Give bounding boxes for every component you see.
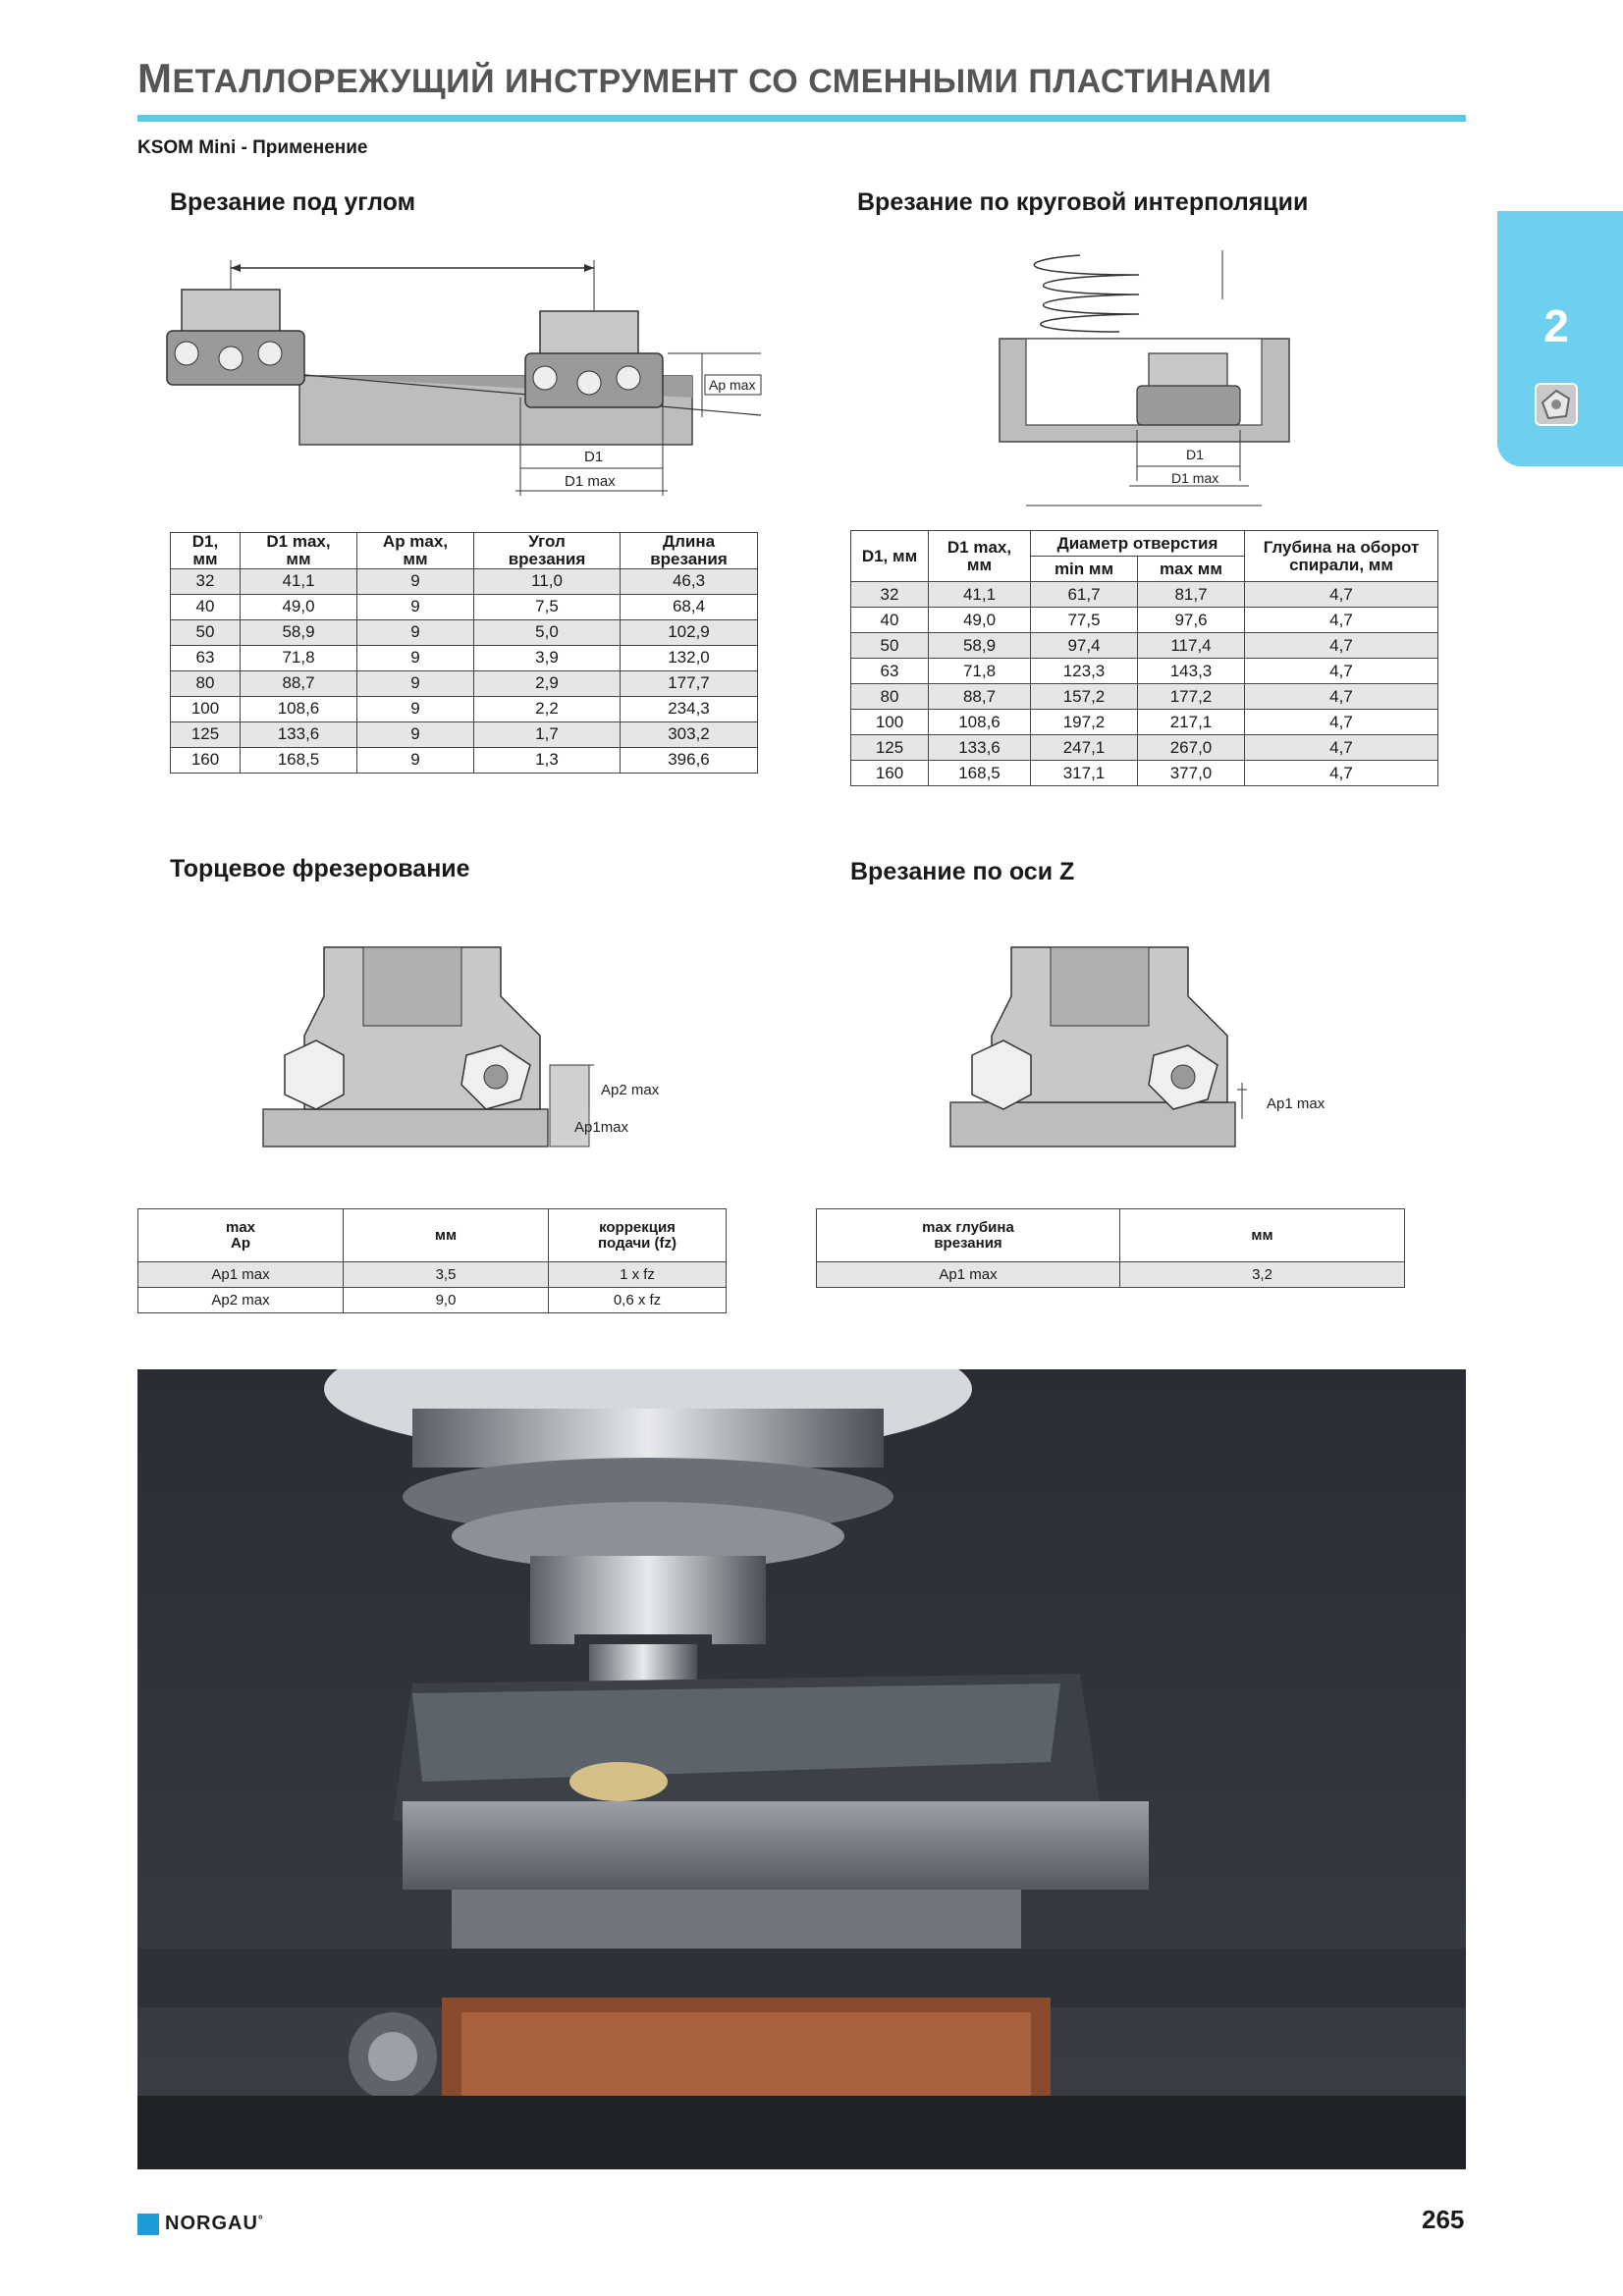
ap-max-label: Ap max	[709, 377, 756, 393]
table-cell: 117,4	[1138, 633, 1245, 659]
table-cell: 9	[357, 696, 474, 721]
table-cell: 40	[171, 594, 241, 619]
table-row	[138, 1288, 727, 1313]
table-cell: 234,3	[621, 696, 758, 721]
table-row	[851, 633, 1438, 659]
helical-col-hole: Диаметр отверстия	[1031, 531, 1245, 557]
helical-col-d1max: D1 max, мм	[929, 531, 1031, 582]
table-cell: 9	[357, 670, 474, 696]
table-cell: 50	[851, 633, 929, 659]
table-cell: 9	[357, 645, 474, 670]
table-cell: 177,7	[621, 670, 758, 696]
chapter-number: 2	[1543, 300, 1569, 351]
ramping-col-apmax: Ap max, мм	[357, 533, 474, 569]
table-cell: 100	[851, 710, 929, 735]
table-cell: 80	[171, 670, 241, 696]
table-cell: 49,0	[241, 594, 357, 619]
table-cell: 377,0	[1138, 761, 1245, 786]
table-cell: 4,7	[1245, 608, 1438, 633]
page-title: МЕТАЛЛОРЕЖУЩИЙ ИНСТРУМЕНТ СО СМЕННЫМИ ПЛАСТИНАМИ	[137, 55, 1272, 101]
helical-d1-label: D1	[1186, 447, 1204, 462]
table-cell: 11,0	[474, 568, 621, 594]
d1-label: D1	[584, 449, 604, 465]
table-cell: 71,8	[241, 645, 357, 670]
face-milling-title: Торцевое фрезерование	[170, 855, 470, 882]
table-cell: 125	[851, 735, 929, 761]
plunge-ap1-label: Ap1 max	[1267, 1095, 1325, 1112]
table-cell: 108,6	[241, 696, 357, 721]
table-cell: 3,5	[344, 1262, 549, 1288]
table-cell: 108,6	[929, 710, 1031, 735]
helical-col-pitch: Глубина на оборот спирали, мм	[1245, 531, 1438, 582]
table-cell: Ap1 max	[817, 1262, 1120, 1288]
table-row	[171, 645, 758, 670]
table-cell: 41,1	[929, 582, 1031, 608]
insert-icon	[1535, 383, 1578, 426]
table-cell: 61,7	[1031, 582, 1138, 608]
table-cell: 5,0	[474, 619, 621, 645]
table-row	[171, 594, 758, 619]
face-col-mm: мм	[344, 1209, 549, 1262]
table-cell: 160	[171, 747, 241, 773]
table-cell: 132,0	[621, 645, 758, 670]
table-cell: 168,5	[929, 761, 1031, 786]
helical-table	[850, 530, 1438, 786]
page-subtitle: KSOM Mini - Применение	[137, 137, 368, 158]
plunge-col-mm: мм	[1120, 1209, 1405, 1262]
table-cell: 81,7	[1138, 582, 1245, 608]
table-row	[851, 710, 1438, 735]
ramping-table-body	[171, 568, 758, 773]
face-col-feed: коррекция подачи (fz)	[549, 1209, 727, 1262]
table-row	[851, 608, 1438, 633]
ramping-table	[170, 532, 758, 774]
table-cell: 4,7	[1245, 633, 1438, 659]
helical-table-body	[851, 582, 1438, 786]
machining-photo	[137, 1369, 1466, 2169]
table-row	[851, 582, 1438, 608]
table-cell: 88,7	[241, 670, 357, 696]
plunge-table-body	[817, 1262, 1405, 1288]
ap1-label: Ap1max	[574, 1119, 629, 1136]
table-cell: 303,2	[621, 721, 758, 747]
face-table-body	[138, 1262, 727, 1313]
table-cell: 9	[357, 594, 474, 619]
table-cell: 49,0	[929, 608, 1031, 633]
table-row	[171, 619, 758, 645]
table-cell: 9	[357, 568, 474, 594]
table-row	[817, 1262, 1405, 1288]
table-cell: 9,0	[344, 1288, 549, 1313]
ramping-title: Врезание под углом	[170, 188, 416, 216]
table-cell: 9	[357, 747, 474, 773]
ramping-diagram	[147, 250, 785, 506]
table-cell: 58,9	[241, 619, 357, 645]
helical-d1-max-label: D1 max	[1171, 470, 1219, 486]
table-cell: 123,3	[1031, 659, 1138, 684]
plunge-diagram	[943, 937, 1355, 1158]
table-cell: 4,7	[1245, 761, 1438, 786]
table-cell: 168,5	[241, 747, 357, 773]
helical-col-max: max мм	[1138, 557, 1245, 582]
table-cell: 2,2	[474, 696, 621, 721]
table-row	[851, 659, 1438, 684]
face-col-ap: max Ap	[138, 1209, 344, 1262]
ramping-col-length: Длина врезания	[621, 533, 758, 569]
table-cell: 58,9	[929, 633, 1031, 659]
table-cell: 9	[357, 619, 474, 645]
face-milling-table	[137, 1208, 727, 1313]
table-cell: 396,6	[621, 747, 758, 773]
table-cell: 50	[171, 619, 241, 645]
table-cell: 143,3	[1138, 659, 1245, 684]
table-cell: 125	[171, 721, 241, 747]
table-cell: 133,6	[929, 735, 1031, 761]
title-divider	[137, 115, 1466, 122]
table-cell: 68,4	[621, 594, 758, 619]
page-number: 265	[1422, 2205, 1465, 2234]
table-cell: 133,6	[241, 721, 357, 747]
table-cell: 157,2	[1031, 684, 1138, 710]
table-cell: 177,2	[1138, 684, 1245, 710]
table-cell: Ap1 max	[138, 1262, 344, 1288]
table-row	[851, 735, 1438, 761]
plunge-col-depth: max глубина врезания	[817, 1209, 1120, 1262]
table-cell: 41,1	[241, 568, 357, 594]
ramping-col-d1max: D1 max, мм	[241, 533, 357, 569]
table-cell: 4,7	[1245, 659, 1438, 684]
table-cell: 3,9	[474, 645, 621, 670]
table-cell: 160	[851, 761, 929, 786]
table-cell: 80	[851, 684, 929, 710]
table-cell: 63	[851, 659, 929, 684]
ramping-col-angle: Угол врезания	[474, 533, 621, 569]
table-cell: 4,7	[1245, 582, 1438, 608]
table-cell: 32	[851, 582, 929, 608]
table-cell: 97,6	[1138, 608, 1245, 633]
d1-max-label: D1 max	[565, 473, 616, 490]
helical-col-d1: D1, мм	[851, 531, 929, 582]
table-cell: 88,7	[929, 684, 1031, 710]
table-cell: 102,9	[621, 619, 758, 645]
table-cell: 3,2	[1120, 1262, 1405, 1288]
table-row	[851, 684, 1438, 710]
ramping-col-d1: D1, мм	[171, 533, 241, 569]
table-cell: 40	[851, 608, 929, 633]
table-cell: 1,7	[474, 721, 621, 747]
table-cell: 97,4	[1031, 633, 1138, 659]
table-row	[171, 670, 758, 696]
table-cell: 100	[171, 696, 241, 721]
helical-col-min: min мм	[1031, 557, 1138, 582]
plunge-table	[816, 1208, 1405, 1288]
table-row	[171, 721, 758, 747]
table-cell: 9	[357, 721, 474, 747]
face-milling-diagram	[255, 937, 687, 1158]
table-cell: 63	[171, 645, 241, 670]
table-cell: 77,5	[1031, 608, 1138, 633]
helical-title: Врезание по круговой интерполяции	[857, 188, 1309, 216]
table-cell: 1 x fz	[549, 1262, 727, 1288]
table-cell: 32	[171, 568, 241, 594]
table-cell: 71,8	[929, 659, 1031, 684]
table-cell: 7,5	[474, 594, 621, 619]
table-cell: 317,1	[1031, 761, 1138, 786]
table-cell: 4,7	[1245, 735, 1438, 761]
table-cell: 4,7	[1245, 684, 1438, 710]
table-cell: 217,1	[1138, 710, 1245, 735]
table-cell: 4,7	[1245, 710, 1438, 735]
table-cell: 197,2	[1031, 710, 1138, 735]
table-cell: 0,6 x fz	[549, 1288, 727, 1313]
plunge-title: Врезание по оси Z	[850, 858, 1075, 885]
table-cell: Ap2 max	[138, 1288, 344, 1313]
table-cell: 247,1	[1031, 735, 1138, 761]
table-row	[851, 761, 1438, 786]
table-cell: 267,0	[1138, 735, 1245, 761]
brand-name: NORGAU°	[165, 2213, 264, 2234]
table-cell: 46,3	[621, 568, 758, 594]
table-row	[171, 568, 758, 594]
table-cell: 2,9	[474, 670, 621, 696]
brand-logo-icon	[137, 2214, 159, 2235]
table-cell: 1,3	[474, 747, 621, 773]
table-row	[171, 696, 758, 721]
helical-diagram	[992, 245, 1306, 520]
ap2-label: Ap2 max	[601, 1082, 660, 1098]
table-row	[171, 747, 758, 773]
table-row	[138, 1262, 727, 1288]
